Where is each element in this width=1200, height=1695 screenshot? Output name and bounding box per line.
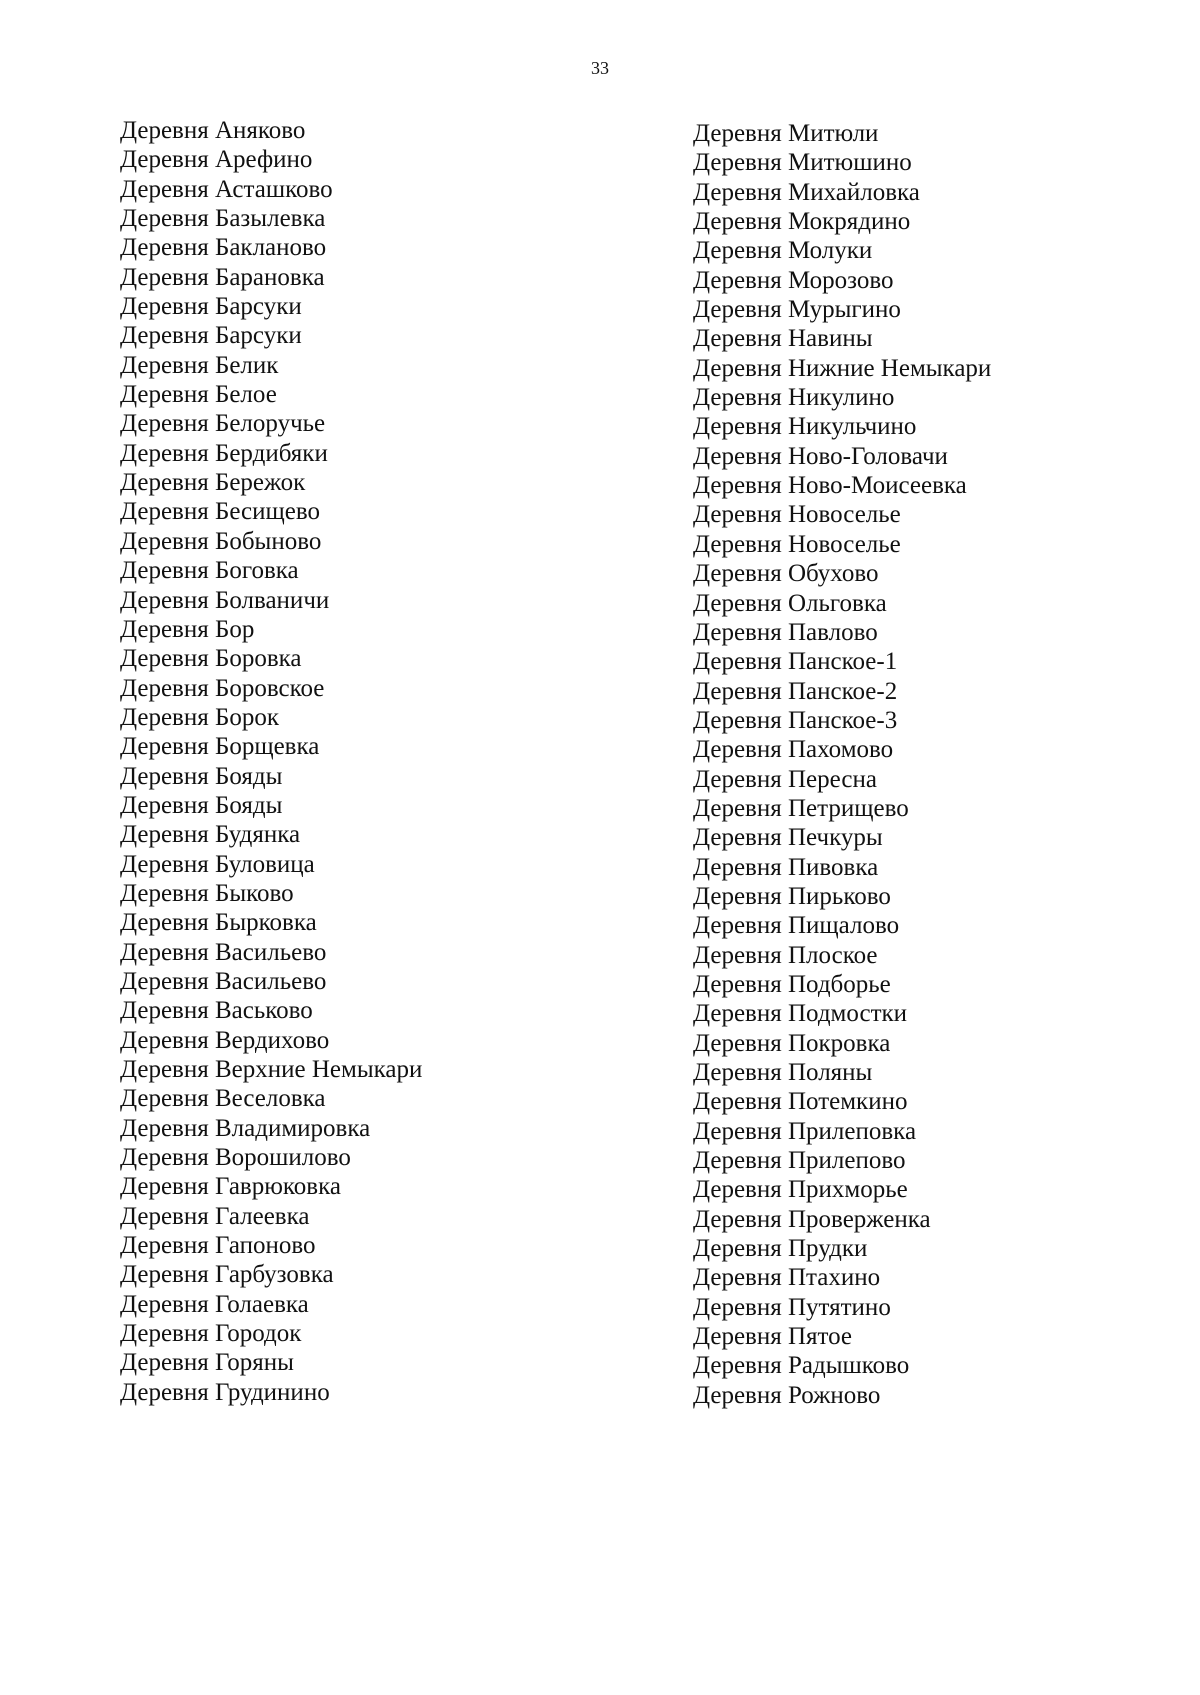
list-item: Деревня Пивовка [693,853,879,881]
list-item: Деревня Бояды [120,762,283,790]
list-item: Деревня Барсуки [120,322,302,350]
list-item: Деревня Пахомово [693,736,894,764]
list-item: Деревня Радышково [693,1352,910,1380]
list-item: Деревня Веселовка [120,1085,326,1113]
list-item: Деревня Петрищево [693,794,909,822]
list-item: Деревня Морозово [693,266,894,294]
list-item: Деревня Пищалово [693,912,900,940]
list-item: Деревня Городок [120,1320,302,1348]
list-item: Деревня Белоручье [120,410,326,438]
list-item: Деревня Базылевка [120,205,326,233]
list-item: Деревня Быково [120,879,294,907]
list-item: Деревня Прихморье [693,1176,908,1204]
list-item: Деревня Верхние Немыкари [120,1056,423,1083]
list-item: Деревня Гаврюковка [120,1173,341,1201]
list-item: Деревня Михайловка [693,178,920,206]
list-item: Деревня Бырковка [120,909,317,937]
list-item: Деревня Митюшино [693,149,912,177]
list-item: Деревня Бесищево [120,498,321,526]
list-item: Деревня Ольговка [693,589,887,617]
left-column-list [120,116,422,1407]
list-item: Деревня Навины [693,325,873,353]
list-item: Деревня Арефино [120,146,313,174]
list-item: Деревня Печкуры [693,824,883,852]
list-item: Деревня Новоселье [693,501,901,529]
list-item: Деревня Ново-Головачи [693,442,948,470]
list-item: Деревня Буловица [120,850,315,878]
list-item: Деревня Васильево [120,938,327,966]
list-item: Деревня Пирьково [693,882,891,910]
list-item: Деревня Боговка [120,557,299,585]
list-item: Деревня Мокрядино [693,208,911,236]
list-item: Деревня Мурыгино [693,296,901,324]
list-item: Деревня Гапоново [120,1232,316,1260]
list-item: Деревня Подборье [693,970,891,998]
right-column-list [693,119,991,1410]
list-item: Деревня Вердихово [120,1026,330,1054]
list-item: Деревня Рожново [693,1381,881,1409]
list-item: Деревня Гарбузовка [120,1261,334,1289]
list-item: Деревня Пересна [693,765,877,793]
list-item: Деревня Асташково [120,175,333,203]
list-item: Деревня Путятино [693,1293,891,1321]
list-item: Деревня Белое [120,381,277,409]
list-item: Деревня Бакланово [120,234,327,262]
list-item: Деревня Аняково [120,117,306,144]
list-item: Деревня Бобыново [120,527,322,555]
list-item: Деревня Плоское [693,941,878,969]
list-item: Деревня Потемкино [693,1088,908,1116]
list-item: Деревня Васьково [120,997,313,1025]
list-item: Деревня Прилеповка [693,1117,917,1145]
list-item: Деревня Бережок [120,469,306,497]
list-item: Деревня Горяны [120,1349,294,1377]
list-item: Деревня Бор [120,615,255,643]
list-item: Деревня Поляны [693,1059,873,1086]
list-item: Деревня Борок [120,703,279,731]
list-item: Деревня Пятое [693,1323,853,1351]
list-item: Деревня Панское-3 [693,706,898,734]
list-item: Деревня Птахино [693,1264,881,1292]
list-item: Деревня Прудки [693,1235,868,1263]
list-item: Деревня Ворошилово [120,1144,351,1172]
list-item: Деревня Прилепово [693,1147,906,1175]
list-item: Деревня Болваничи [120,586,330,614]
list-item: Деревня Никульчино [693,413,917,441]
list-item: Деревня Нижние Немыкари [693,354,992,382]
list-item: Деревня Будянка [120,821,301,849]
list-item: Деревня Никулино [693,384,895,412]
list-item: Деревня Ново-Моисеевка [693,472,967,500]
list-item: Деревня Бояды [120,791,283,819]
page-number: 33 [591,58,609,78]
list-item: Деревня Галеевка [120,1202,310,1230]
list-item: Деревня Барановка [120,263,325,291]
list-item: Деревня Молуки [693,237,873,265]
list-item: Деревня Обухово [693,560,879,588]
list-item: Деревня Владимировка [120,1114,371,1142]
list-item: Деревня Новоселье [693,530,901,558]
list-item: Деревня Бердибяки [120,439,328,467]
list-item: Деревня Борщевка [120,733,320,761]
list-item: Деревня Проверженка [693,1205,931,1233]
list-item: Деревня Грудинино [120,1378,330,1406]
list-item: Деревня Панское-1 [693,648,898,676]
list-item: Деревня Барсуки [120,293,302,321]
list-item: Деревня Павлово [693,618,878,646]
list-item: Деревня Покровка [693,1029,891,1057]
list-item: Деревня Васильево [120,967,327,995]
list-item: Деревня Белик [120,351,279,379]
list-item: Деревня Голаевка [120,1290,309,1318]
list-item: Деревня Подмостки [693,1000,908,1028]
list-item: Деревня Боровское [120,674,325,702]
list-item: Деревня Боровка [120,645,302,673]
list-item: Деревня Митюли [693,120,879,147]
list-item: Деревня Панское-2 [693,677,898,705]
